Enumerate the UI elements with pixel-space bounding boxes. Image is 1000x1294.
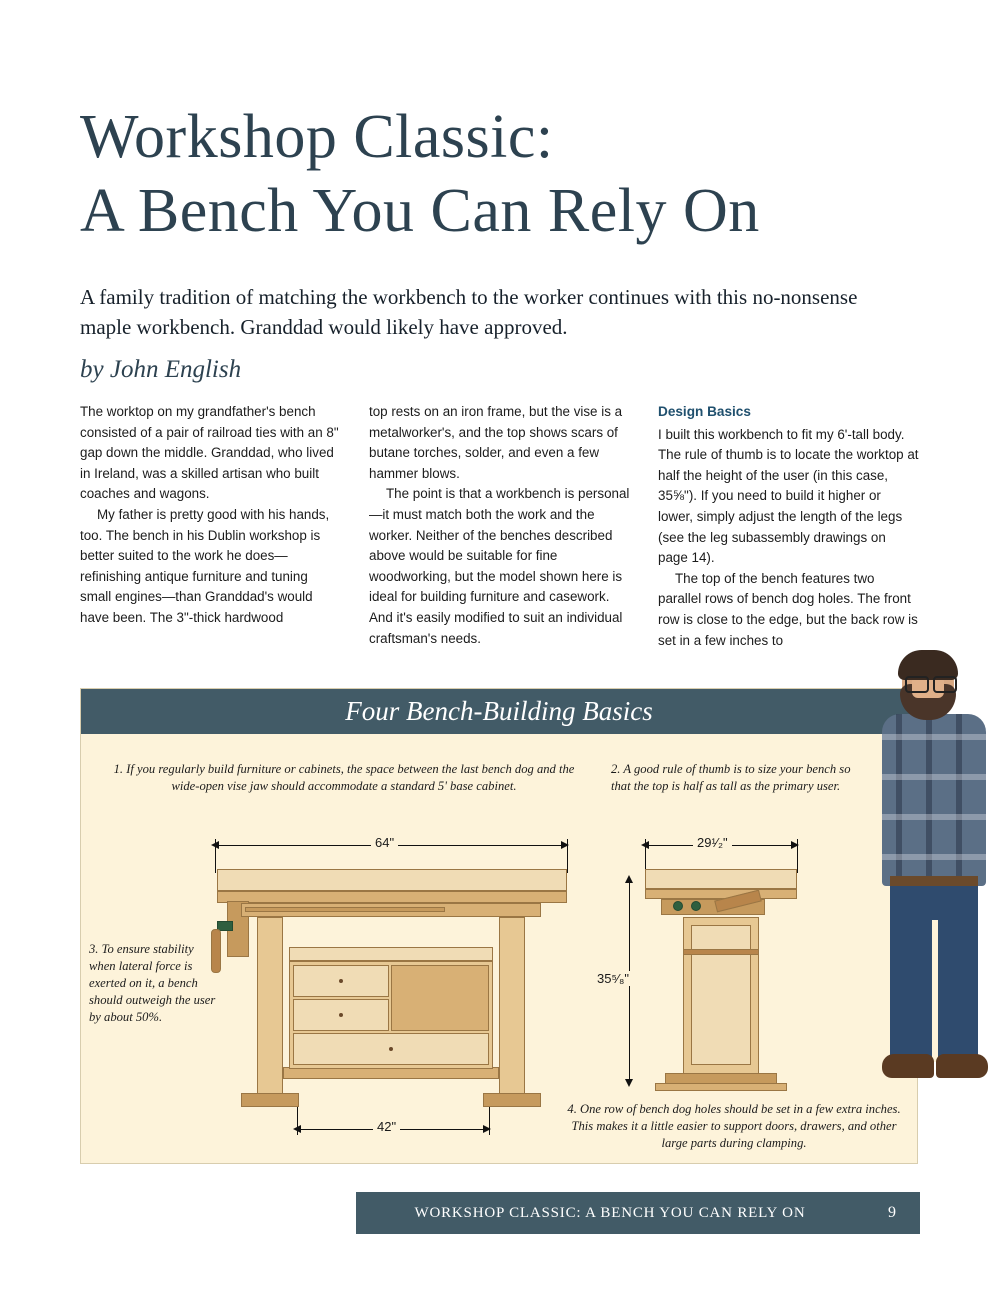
paragraph: I built this workbench to fit my 6'-tall body. The rule of thumb is to locate the worktop at half the height of the user (in this case, 35⅝"). If you need to build it higher or lower, simply adjust the length of the legs (see the leg subassembly drawings on page 14).	[658, 426, 919, 566]
drawer-knob	[339, 979, 343, 983]
extension-tick	[567, 839, 568, 873]
drawer-knob	[389, 1047, 393, 1051]
bench-top-edge-side	[645, 889, 797, 899]
paragraph: The top of the bench features two parallel rows of bench dog holes. The front row is close to the edge, but the back row is set in a few inches to	[658, 570, 918, 648]
workbench-side-view-illustration	[597, 829, 841, 1091]
paragraph: The worktop on my grandfather's bench consisted of a pair of railroad ties with an 8" gap down the middle. Granddad, who lived in Ireland, was a skilled artisan who built coaches and wagons.	[80, 404, 339, 502]
extension-tick	[215, 839, 216, 873]
shoe-left	[882, 1054, 934, 1078]
bench-top	[217, 869, 567, 891]
glasses-right-lens-icon	[933, 676, 957, 693]
article-body	[80, 402, 920, 651]
cabinet-top	[289, 947, 493, 961]
bench-top-side	[645, 869, 797, 889]
section-heading: Design Basics	[658, 404, 751, 419]
column-3	[658, 402, 919, 651]
shoe-right	[936, 1054, 988, 1078]
sidebar-note-3: 3. To ensure stability when lateral force is exerted on it, a bench should outweigh the user by about 50%.	[89, 942, 216, 1024]
leg-separator	[932, 920, 938, 1062]
footer-title: WORKSHOP CLASSIC: A BENCH YOU CAN RELY ON	[414, 1204, 806, 1221]
column-2	[369, 402, 630, 651]
arrow-right-icon	[483, 1125, 491, 1133]
vise-rod	[245, 907, 445, 912]
sidebar-note-1: 1. If you regularly build furniture or cabinets, the space between the last bench dog and the wide-open vise jaw should accommodate a standard 5' base cabinet.	[113, 762, 575, 793]
drawer-knob	[339, 1013, 343, 1017]
cabinet-door	[391, 965, 489, 1031]
user-photo	[868, 650, 1000, 1106]
dimension-side-depth: 29¹⁄₂"	[693, 835, 732, 850]
plaid-shirt	[882, 714, 986, 886]
sidebar-note-4: 4. One row of bench dog holes should be set in a few extra inches. This makes it a little easier to support doors, drawers, and other large parts during clamping.	[567, 1102, 901, 1150]
extension-tick	[645, 839, 646, 873]
leg-left	[257, 917, 283, 1103]
belt	[890, 876, 978, 886]
article-byline: by John English	[80, 356, 242, 383]
paragraph: top rests on an iron frame, but the vise is a metalworker's, and the top shows scars of butane torches, solder, and even a few hammer blows.	[369, 404, 623, 481]
base-foot-shadow	[655, 1083, 787, 1091]
sidebar-note-2: 2. A good rule of thumb is to size your bench so that the top is half as tall as the primary user.	[611, 762, 851, 793]
pedestal-rail	[683, 949, 759, 955]
bench-top-edge	[217, 891, 567, 903]
column-1	[80, 402, 341, 651]
pedestal-inner-panel	[691, 925, 751, 1065]
dimension-bench-height: 35⁵⁄₈"	[593, 971, 633, 986]
bench-dog	[673, 901, 683, 911]
bench-dog	[691, 901, 701, 911]
footer-page-number: 9	[888, 1204, 896, 1221]
arrow-up-icon	[625, 875, 633, 883]
foot-right	[483, 1093, 541, 1107]
foot-left	[241, 1093, 299, 1107]
extension-tick	[797, 839, 798, 873]
workbench-front-view-illustration	[201, 829, 581, 1134]
article-deck: A family tradition of matching the workbench to the worker continues with this no-nonsense maple workbench. Granddad would likely have approved.	[80, 285, 858, 339]
dimension-top-width: 64"	[371, 835, 398, 850]
sidebar-panel	[80, 688, 918, 1164]
paragraph: My father is pretty good with his hands, too. The bench in his Dublin workshop is better suited to the work he does—refinishing antique furniture and tuning small engines—than Granddad's would have been. The 3"-thick hardwood	[80, 506, 330, 625]
paragraph: The point is that a workbench is personal—it must match both the work and the worker. Neither of the benches described above would be suitable for fine woodworking, but the model shown here is ideal for building furniture and casework. And it's easily modified to suit an individual craftsman's needs.	[369, 486, 630, 646]
leg-right	[499, 917, 525, 1103]
page-title	[80, 100, 920, 248]
vise-handle	[211, 929, 221, 973]
sidebar-header	[81, 689, 917, 734]
arrow-left-icon	[293, 1125, 301, 1133]
dimension-base-width: 42"	[373, 1119, 400, 1134]
title-line-1: Workshop Classic:	[80, 103, 554, 171]
page-footer	[356, 1192, 920, 1234]
sidebar-header-label: Four Bench-Building Basics	[345, 696, 653, 726]
arrow-down-icon	[625, 1079, 633, 1087]
title-line-2: A Bench You Can Rely On	[80, 177, 760, 245]
glasses-left-lens-icon	[905, 676, 929, 693]
